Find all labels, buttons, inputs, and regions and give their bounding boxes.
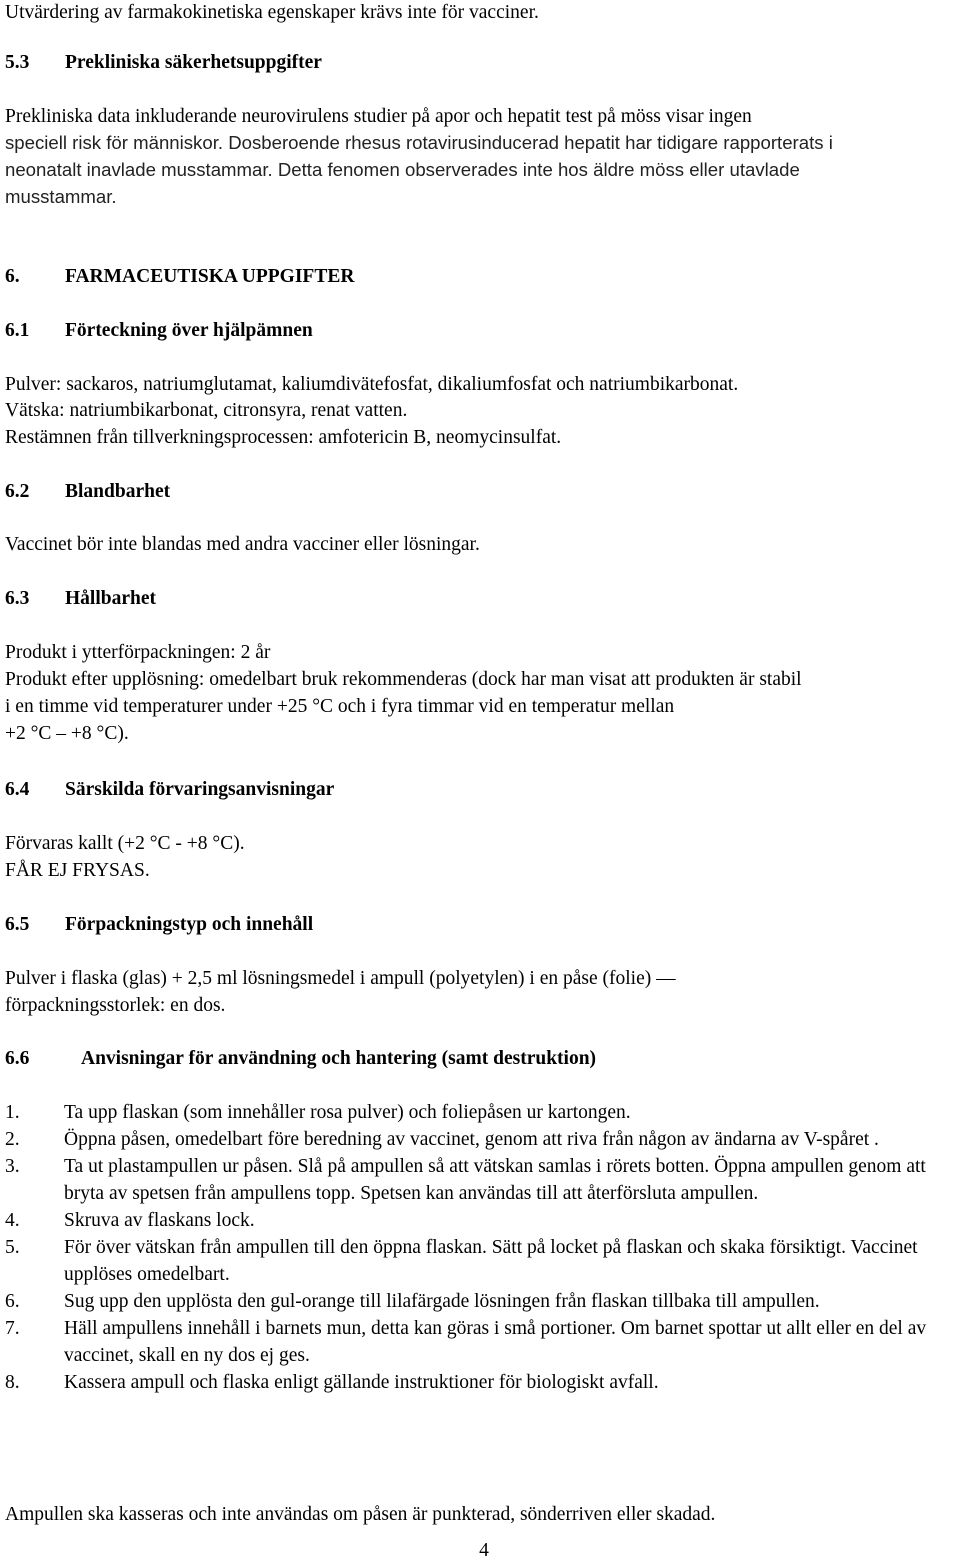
section-6-4-heading: [5, 777, 334, 803]
s64-line-2: FÅR EJ FRYSAS.: [5, 860, 150, 881]
section-number: 6.4: [5, 779, 30, 800]
section-number: 6.3: [5, 588, 30, 609]
list-item: [5, 1234, 958, 1288]
section-title: Särskilda förvaringsanvisningar: [65, 779, 335, 800]
section-6-3-heading: [5, 586, 156, 612]
section-title: Blandbarhet: [65, 481, 171, 502]
step-text: Sug upp den upplösta den gul-orange till lilafärgade lösningen från flaskan tillbaka till ampullen.: [64, 1291, 820, 1312]
s63-line-3: i en timme vid temperaturer under +25 °C och i fyra timmar vid en temperatur mellan: [5, 696, 675, 717]
list-item: [5, 1369, 958, 1396]
s63-line-4: +2 °C – +8 °C).: [5, 723, 129, 744]
page-number: 4: [479, 1540, 489, 1561]
list-item: [5, 1315, 958, 1369]
s53-line-2: speciell risk för människor. Dosberoende rhesus rotavirusinducerad hepatit har tidigare rapporterats i: [5, 132, 833, 153]
step-number: 5.: [5, 1237, 20, 1258]
s53-line-3: neonatalt inavlade musstammar. Detta fenomen observerades inte hos äldre möss eller utavlade: [5, 159, 800, 180]
s63-line-1: Produkt i ytterförpackningen: 2 år: [5, 642, 271, 663]
step-number: 2.: [5, 1129, 20, 1150]
step-number: 7.: [5, 1318, 20, 1339]
s63-line-2: Produkt efter upplösning: omedelbart bruk rekommenderas (dock har man visat att produkten är stabil: [5, 669, 802, 690]
s53-line-4: musstammar.: [5, 186, 117, 207]
s65-line-1: Pulver i flaska (glas) + 2,5 ml lösningsmedel i ampull (polyetylen) i en påse (folie) —: [5, 968, 676, 989]
section-6-heading: [5, 264, 354, 290]
section-number: 6.: [5, 266, 20, 287]
list-item: [5, 1288, 958, 1315]
step-text: Skruva av flaskans lock.: [64, 1210, 255, 1231]
step-text: För över vätskan från ampullen till den öppna flaskan. Sätt på locket på flaskan och skaka försiktigt. Vaccinet upplöses omedelbart.: [64, 1237, 918, 1285]
section-5-3-heading: [5, 50, 322, 76]
list-item: [5, 1153, 958, 1207]
section-number: 5.3: [5, 52, 30, 73]
list-item: [5, 1207, 958, 1234]
list-item: [5, 1099, 958, 1126]
step-number: 4.: [5, 1210, 20, 1231]
step-text: Öppna påsen, omedelbart före beredning av vaccinet, genom att riva från någon av ändarna av V-spåret .: [64, 1129, 879, 1150]
section-6-2-heading: [5, 479, 170, 505]
section-6-5-heading: [5, 912, 313, 938]
step-number: 8.: [5, 1372, 20, 1393]
s65-line-2: förpackningsstorlek: en dos.: [5, 995, 226, 1016]
step-text: Kassera ampull och flaska enligt gällande instruktioner för biologiskt avfall.: [64, 1372, 659, 1393]
s61-line-1: Pulver: sackaros, natriumglutamat, kaliumdivätefosfat, dikaliumfosfat och natriumbikarbonat.: [5, 374, 739, 395]
section-number: 6.6: [5, 1048, 30, 1069]
section-title: Förteckning över hjälpämnen: [65, 320, 313, 341]
step-number: 1.: [5, 1102, 20, 1123]
step-text: Ta ut plastampullen ur påsen. Slå på ampullen så att vätskan samlas i rörets botten. Öppna ampullen genom att bryta av spetsen från ampullens topp. Spetsen kan användas till att återförsluta ampullen.: [64, 1156, 926, 1204]
section-title: Hållbarhet: [65, 588, 156, 609]
step-text: Häll ampullens innehåll i barnets mun, detta kan göras i små portioner. Om barnet spottar ut allt eller en del av vaccinet, skall en ny dos ej ges.: [64, 1318, 927, 1366]
s61-line-2: Vätska: natriumbikarbonat, citronsyra, renat vatten.: [5, 400, 408, 421]
s61-line-3: Restämnen från tillverkningsprocessen: amfotericin B, neomycinsulfat.: [5, 427, 562, 448]
s62-text: Vaccinet bör inte blandas med andra vacciner eller lösningar.: [5, 534, 480, 555]
step-number: 3.: [5, 1156, 20, 1177]
closing-note: Ampullen ska kasseras och inte användas om påsen är punkterad, sönderriven eller skadad.: [5, 1504, 716, 1525]
s53-line-1: Prekliniska data inkluderande neurovirulens studier på apor och hepatit test på möss visar ingen: [5, 106, 752, 127]
list-item: [5, 1126, 958, 1153]
instruction-steps: [5, 1099, 958, 1396]
section-number: 6.5: [5, 914, 30, 935]
section-title: Förpackningstyp och innehåll: [65, 914, 314, 935]
section-title: Anvisningar för användning och hantering (samt destruktion): [81, 1048, 597, 1069]
intro-line: Utvärdering av farmakokinetiska egenskaper krävs inte för vacciner.: [5, 2, 539, 23]
step-text: Ta upp flaskan (som innehåller rosa pulver) och foliepåsen ur kartongen.: [64, 1102, 631, 1123]
s64-line-1: Förvaras kallt (+2 °C - +8 °C).: [5, 833, 245, 854]
section-title: Prekliniska säkerhetsuppgifter: [65, 52, 322, 73]
section-6-6-heading: [5, 1046, 596, 1072]
section-6-1-heading: [5, 318, 313, 344]
section-number: 6.1: [5, 320, 30, 341]
step-number: 6.: [5, 1291, 20, 1312]
section-number: 6.2: [5, 481, 30, 502]
section-title: FARMACEUTISKA UPPGIFTER: [65, 266, 355, 287]
